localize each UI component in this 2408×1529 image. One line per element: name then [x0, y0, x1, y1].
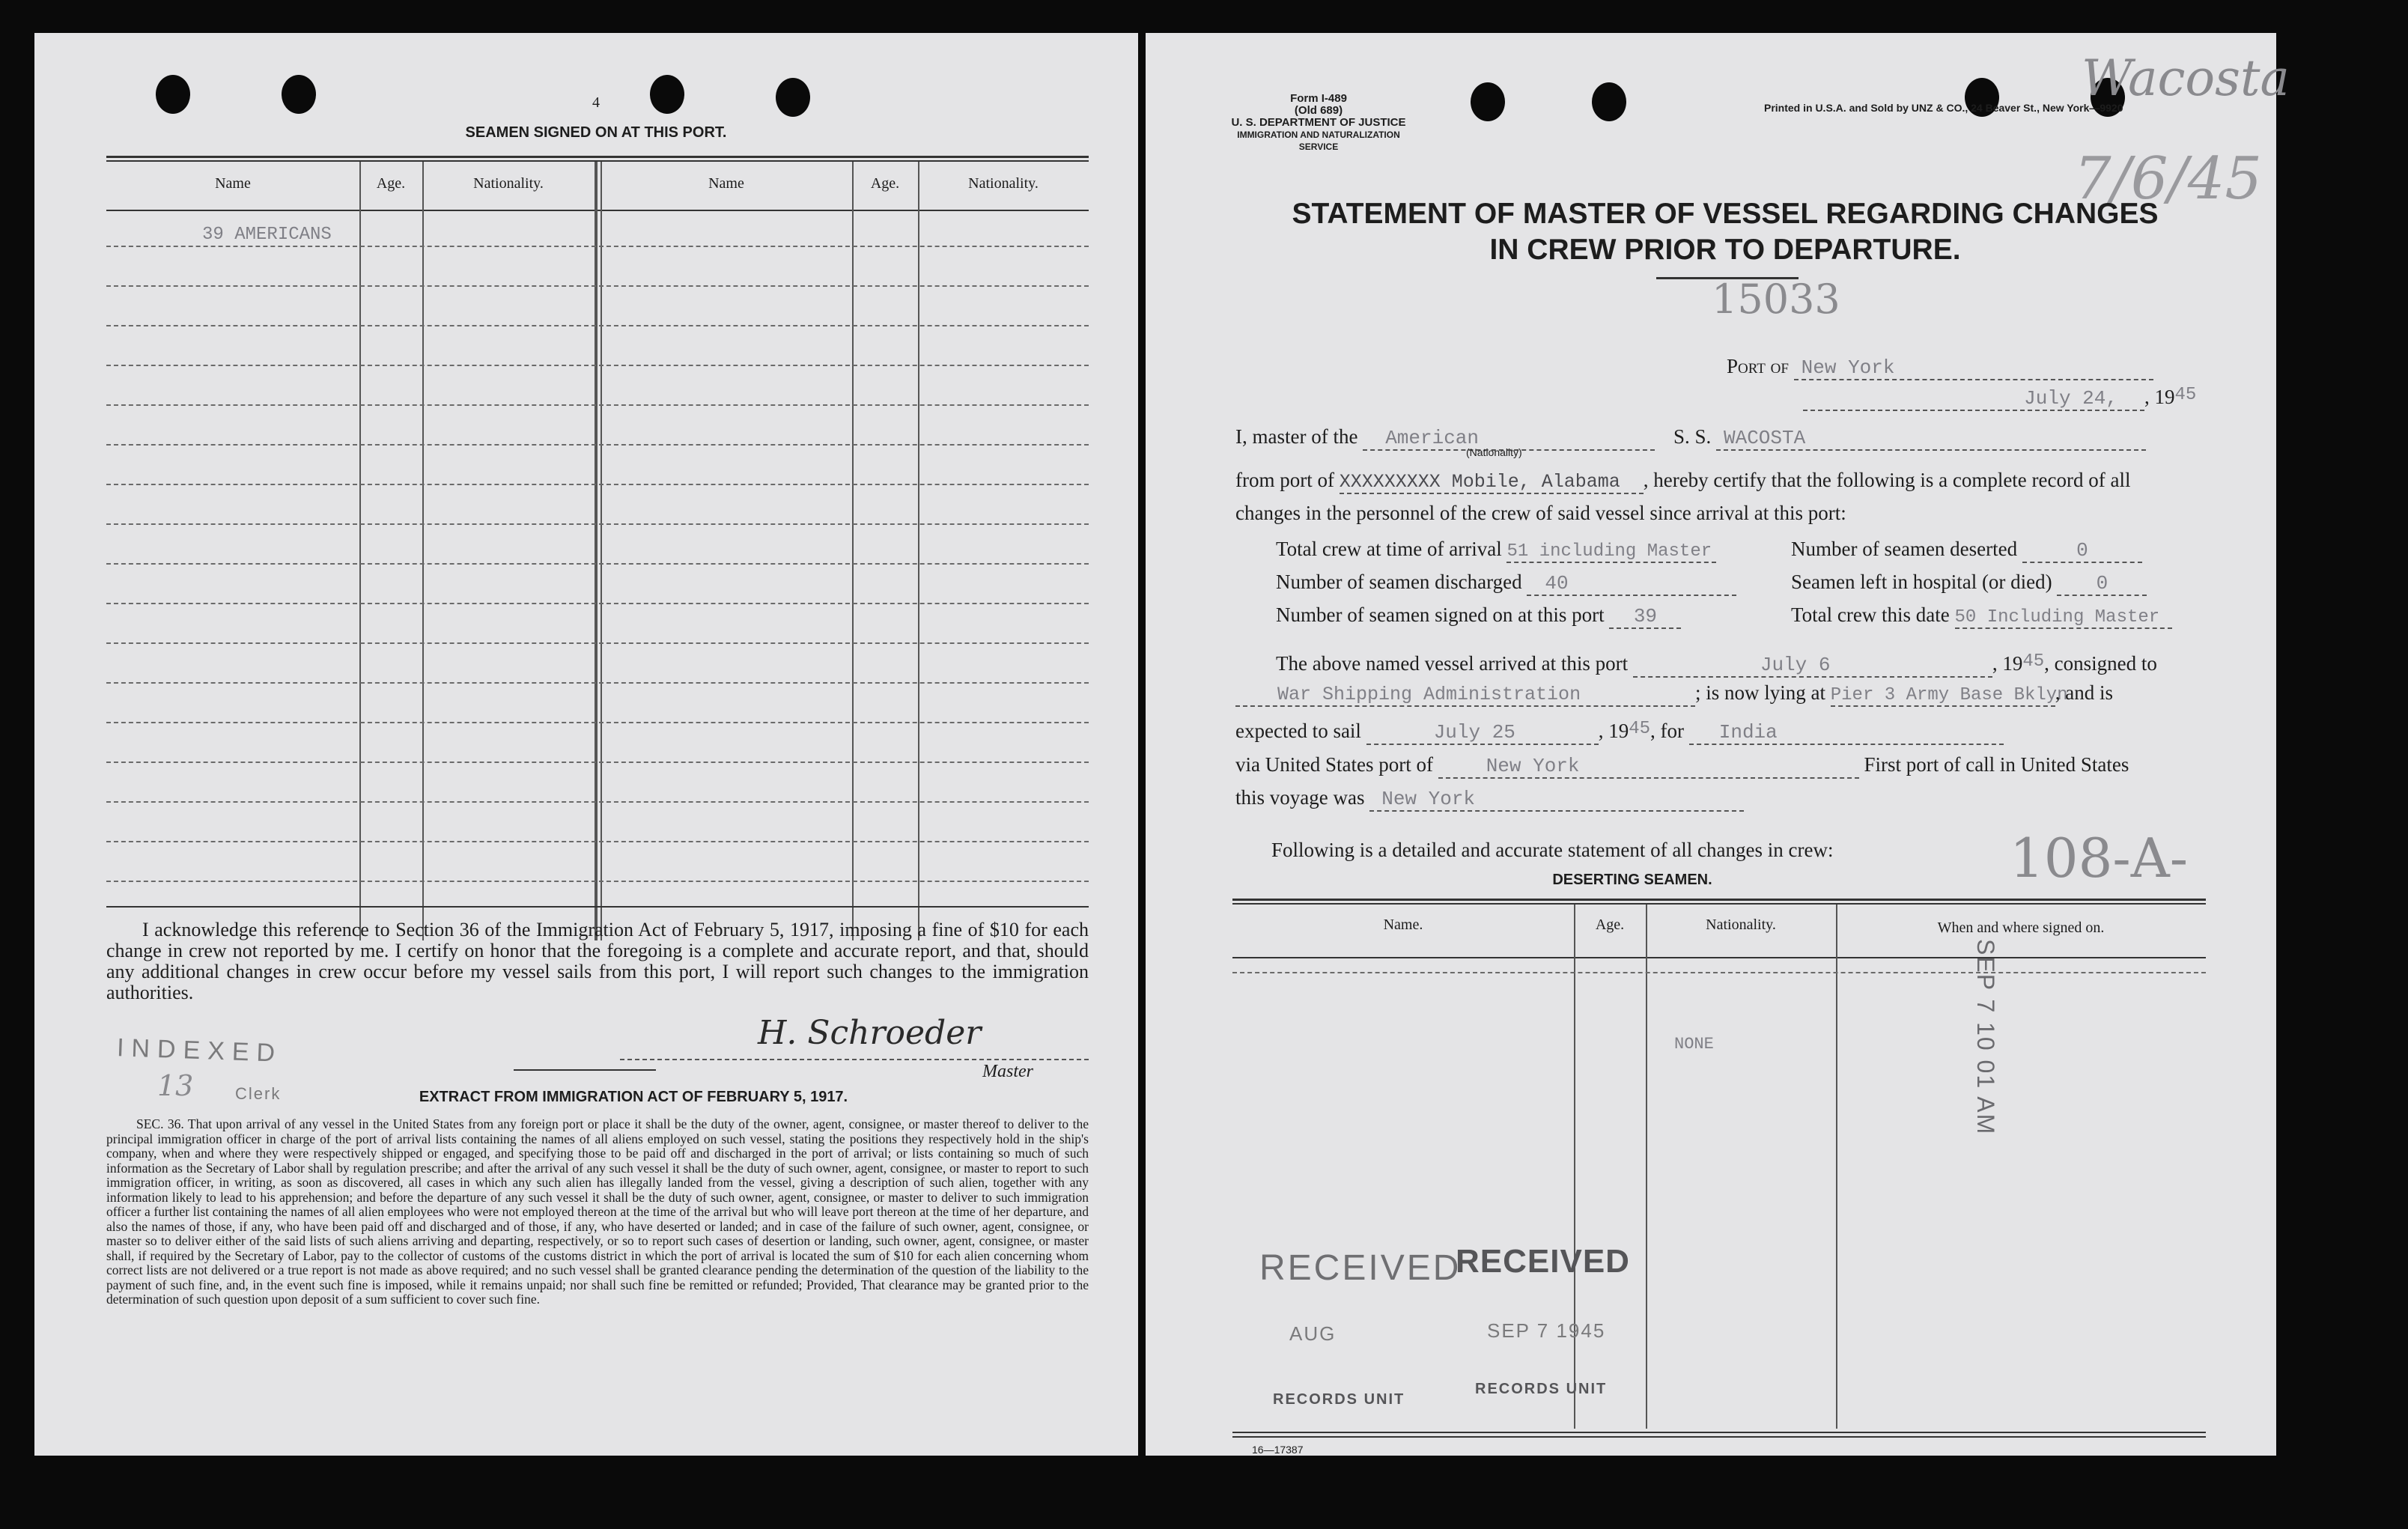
table-top-rule	[106, 160, 1089, 162]
col-name-2: Name	[708, 175, 744, 192]
form-title	[1201, 196, 2249, 268]
table-row-rule	[1232, 972, 2206, 973]
stamp-unit: RECORDS UNIT	[1475, 1381, 1608, 1397]
from-port-label: from port of	[1235, 469, 1334, 491]
table-header-rule	[106, 210, 1089, 211]
desert-table-top	[1232, 899, 2206, 901]
hospital-label: Seamen left in hospital (or died)	[1791, 571, 2052, 593]
table-row-rule	[106, 484, 1089, 485]
form-old: (Old 689)	[1294, 104, 1343, 117]
deserted-label: Number of seamen deserted	[1791, 538, 2018, 560]
file-number: 15033	[1712, 276, 1840, 323]
via-line	[1235, 753, 2129, 779]
stamp-date: AUG	[1289, 1322, 1337, 1345]
acknowledgement-text: I acknowledge this reference to Section 36 of the Immigration Act of February 5, 1917, imposing a fine of $10 for each change in crew not reported by me. I certify on honor that the foregoing is a complete and accurate report, and that, should any additional changes in crew occur before my vessel sails from this port, I will report such changes to the immigration authorities.	[106, 919, 1089, 1003]
voyage-label: this voyage was	[1235, 786, 1365, 809]
from-port-line	[1235, 469, 2130, 494]
printer-line: Printed in U.S.A. and Sold by UNZ & CO., 24 Beaver St., New York—9920	[1764, 102, 2123, 114]
column-divider	[595, 162, 598, 940]
date-value: July 24,	[2024, 387, 2117, 410]
for-label: , for	[1650, 720, 1684, 742]
table-bottom-rule	[106, 906, 1089, 908]
footer-code: 16—17387	[1252, 1444, 1304, 1456]
table-row-rule	[106, 404, 1089, 406]
table-row-rule	[106, 682, 1089, 684]
deserted-line	[1791, 538, 2142, 563]
column-divider	[918, 162, 919, 940]
master-of-label: I, master of the	[1235, 425, 1358, 448]
stamp-date: SEP 7 1945	[1487, 1319, 1606, 1342]
via-value: New York	[1486, 755, 1580, 777]
indexed-number: 13	[157, 1069, 194, 1102]
master-signature: H. Schroeder	[758, 1014, 982, 1052]
port-of-value: New York	[1801, 356, 1895, 379]
left-page	[34, 33, 1138, 1456]
table-row-rule	[106, 246, 1089, 247]
col-nationality: Nationality.	[473, 175, 544, 192]
port-of-label: Port of	[1727, 355, 1789, 377]
service: IMMIGRATION AND NATURALIZATION SERVICE	[1237, 130, 1400, 152]
title-line-2: IN CREW PRIOR TO DEPARTURE.	[1489, 234, 1961, 266]
total-date-line	[1791, 604, 2172, 629]
desert-table-top	[1232, 903, 2206, 905]
deserting-heading: DESERTING SEAMEN.	[1552, 872, 1712, 888]
table-row-rule	[106, 285, 1089, 287]
arrived-year: 45	[2022, 651, 2045, 672]
arrived-label: The above named vessel arrived at this port	[1276, 652, 1629, 675]
for-value: India	[1718, 721, 1778, 744]
column-divider	[852, 162, 854, 940]
table-row-rule	[106, 603, 1089, 604]
handwritten-code: 108-A-	[2010, 827, 2189, 890]
certify-text: , hereby certify that the following is a complete record of all	[1643, 469, 2131, 491]
ss-label: S. S.	[1673, 425, 1712, 448]
master-label: Master	[982, 1062, 1033, 1081]
first-call-label: First port of call in United States	[1864, 753, 2129, 776]
following-text: Following is a detailed and accurate statement of all changes in crew:	[1271, 839, 1834, 861]
col-age-2: Age.	[870, 175, 900, 192]
consignee-value: War Shipping Administration	[1277, 684, 1581, 705]
column-divider	[1836, 905, 1837, 1429]
form-number: Form I-489	[1290, 92, 1347, 105]
date-line	[1803, 385, 2196, 411]
col-nationality: Nationality.	[1706, 917, 1776, 933]
table-row-rule	[106, 563, 1089, 565]
year-suffix: 45	[2174, 385, 2197, 405]
handwritten-ship: Wacosta	[2082, 49, 2290, 107]
desert-table-bottom	[1232, 1436, 2206, 1438]
table-row-rule	[106, 365, 1089, 366]
column-divider	[422, 162, 424, 940]
none-entry: NONE	[1674, 1035, 1714, 1054]
col-age: Age.	[1595, 917, 1625, 933]
discharged-line	[1276, 571, 1736, 596]
hospital-value: 0	[2096, 572, 2108, 595]
punch-hole	[1592, 82, 1626, 121]
col-nationality-2: Nationality.	[968, 175, 1039, 192]
handwritten-date: 7/6/45	[2074, 145, 2263, 213]
extract-title: EXTRACT FROM IMMIGRATION ACT OF FEBRUARY 5, 1917.	[419, 1089, 848, 1105]
column-divider	[601, 162, 602, 940]
lying-label: ; is now lying at	[1695, 681, 1825, 704]
arrived-year-prefix: , 19	[1992, 652, 2023, 675]
nationality-caption: (Nationality)	[1466, 446, 1522, 458]
col-name: Name.	[1383, 917, 1423, 933]
sail-year: 45	[1629, 719, 1650, 739]
punch-hole	[776, 78, 810, 117]
signed-on-heading: SEAMEN SIGNED ON AT THIS PORT.	[465, 124, 727, 141]
table-entry: 39 AMERICANS	[202, 225, 332, 245]
received-stamp: RECEIVED	[1456, 1243, 1630, 1280]
nationality-value: American	[1385, 427, 1480, 449]
col-name: Name	[215, 175, 251, 192]
page-number: 4	[592, 94, 600, 111]
table-row-rule	[106, 444, 1089, 446]
title-line-1: STATEMENT OF MASTER OF VESSEL REGARDING CHANGES	[1292, 198, 2159, 230]
total-arrival-line	[1276, 538, 1716, 563]
total-date-value: 50 Including Master	[1954, 607, 2160, 627]
voyage-value: New York	[1381, 788, 1476, 810]
table-top-rule	[106, 156, 1089, 158]
table-row-rule	[106, 642, 1089, 644]
changes-text: changes in the personnel of the crew of said vessel since arrival at this port:	[1235, 502, 1846, 524]
master-line	[1235, 425, 2146, 451]
received-stamp: RECEIVED	[1259, 1248, 1462, 1288]
total-arrival-label: Total crew at time of arrival	[1276, 538, 1502, 560]
indexed-clerk: Clerk	[235, 1084, 282, 1103]
table-row-rule	[106, 325, 1089, 326]
consignee-line	[1235, 681, 2113, 707]
col-age: Age.	[376, 175, 406, 192]
table-row-rule	[106, 722, 1089, 723]
ss-value: WACOSTA	[1723, 427, 1806, 449]
signature-line	[620, 1059, 1089, 1060]
punch-hole	[1471, 82, 1505, 121]
table-row-rule	[106, 841, 1089, 842]
table-row-rule	[106, 523, 1089, 525]
extract-text: SEC. 36. That upon arrival of any vessel in the United States from any foreign port or place it shall be the duty of the owner, agent, consignee, or master thereof to deliver to the principal immigration officer in charge of the port of arrival lists containing the names of all aliens employed on such vessel, stating the positions they respectively hold in the ship's company, when and where they were respectively shipped or engaged, and specifying those to be paid off and discharged in the port of arrival; or lists containing so much of such information as the Secretary of Labor shall by regulation prescribe; and after the arrival of any such vessel it shall be the duty of such owner, agent, consignee, or master to report to such immigration officer, in writing, as soon as discovered, all cases in which any such alien has illegally landed from the vessel, giving a description of such alien, together with any information likely to lead to his apprehension; and before the departure of any such vessel it shall be the duty of such owner, agent, consignee, or master to deliver to such immigration officer a further list containing the names of all alien employees who were not employed thereon at the time of the arrival but who will leave port thereon at the time of her departure, and also the names of those, if any, who have been paid off and discharged and of those, if any, who have deserted or landed; and in case of the failure of such owner, agent, consignee, or master so to deliver either of the said lists of such aliens arriving and departing, respectively, or so to report such cases of desertion or landing, such owner, agent, consignee, or master shall, if required by the Secretary of Labor, pay to the collector of customs of the customs district in which the port of arrival is located the sum of $10 for each alien concerning whom correct lists are not delivered or a true report is not made as above required; and no such vessel shall be granted clearance pending the determination of the question of the liability to the payment of such fine, and, in the event such fine is imposed, while it remains unpaid; nor shall such fine be remitted or refunded; Provided, That clearance may be granted prior to the determination of such question upon deposit of a sum sufficient to cover such fine.	[106, 1116, 1089, 1307]
via-label: via United States port of	[1235, 753, 1433, 776]
sail-value: July 25	[1433, 721, 1515, 744]
side-date-stamp: SEP 7 10 01 AM	[1972, 939, 1999, 1136]
desert-table-bottom	[1232, 1432, 2206, 1433]
sail-label: expected to sail	[1235, 720, 1361, 742]
table-row-rule	[106, 801, 1089, 803]
column-divider	[1646, 905, 1647, 1429]
indexed-stamp: INDEXED	[116, 1033, 283, 1068]
sail-line	[1235, 719, 2004, 745]
extract-rule	[514, 1069, 656, 1071]
year-prefix: , 19	[2144, 386, 2175, 408]
discharged-label: Number of seamen discharged	[1276, 571, 1522, 593]
table-row-rule	[106, 762, 1089, 763]
column-divider	[359, 162, 361, 940]
and-is: , and is	[2055, 681, 2113, 704]
from-port-value: XXXXXXXXX Mobile, Alabama	[1339, 471, 1620, 493]
signed-on-label: Number of seamen signed on at this port	[1276, 604, 1605, 626]
signed-on-value: 39	[1633, 605, 1658, 627]
total-date-label: Total crew this date	[1791, 604, 1950, 626]
punch-hole	[650, 75, 684, 114]
sail-year-prefix: , 19	[1598, 720, 1629, 742]
arrived-line	[1276, 651, 2157, 678]
right-page	[1146, 33, 2290, 1456]
table-row-rule	[106, 881, 1089, 882]
punch-hole	[282, 75, 316, 114]
desert-table-header-rule	[1232, 957, 2206, 958]
voyage-line	[1235, 786, 1744, 812]
hospital-line	[1791, 571, 2147, 596]
port-of-line	[1727, 355, 2153, 380]
deserted-value: 0	[2076, 539, 2088, 562]
arrived-value: July 6	[1760, 654, 1831, 676]
punch-hole	[156, 75, 190, 114]
signed-on-line	[1276, 604, 1681, 629]
discharged-value: 40	[1545, 572, 1569, 595]
column-divider	[1574, 905, 1575, 1429]
department: U. S. DEPARTMENT OF JUSTICE	[1231, 116, 1406, 129]
form-block	[1217, 93, 1420, 153]
lying-value: Pier 3 Army Base Bklyn	[1830, 685, 2068, 705]
total-arrival-value: 51 including Master	[1506, 541, 1712, 562]
stamp-unit: RECORDS UNIT	[1273, 1391, 1405, 1408]
col-when-where: When and where signed on.	[1937, 919, 2105, 936]
consigned-label: , consigned to	[2044, 652, 2157, 675]
